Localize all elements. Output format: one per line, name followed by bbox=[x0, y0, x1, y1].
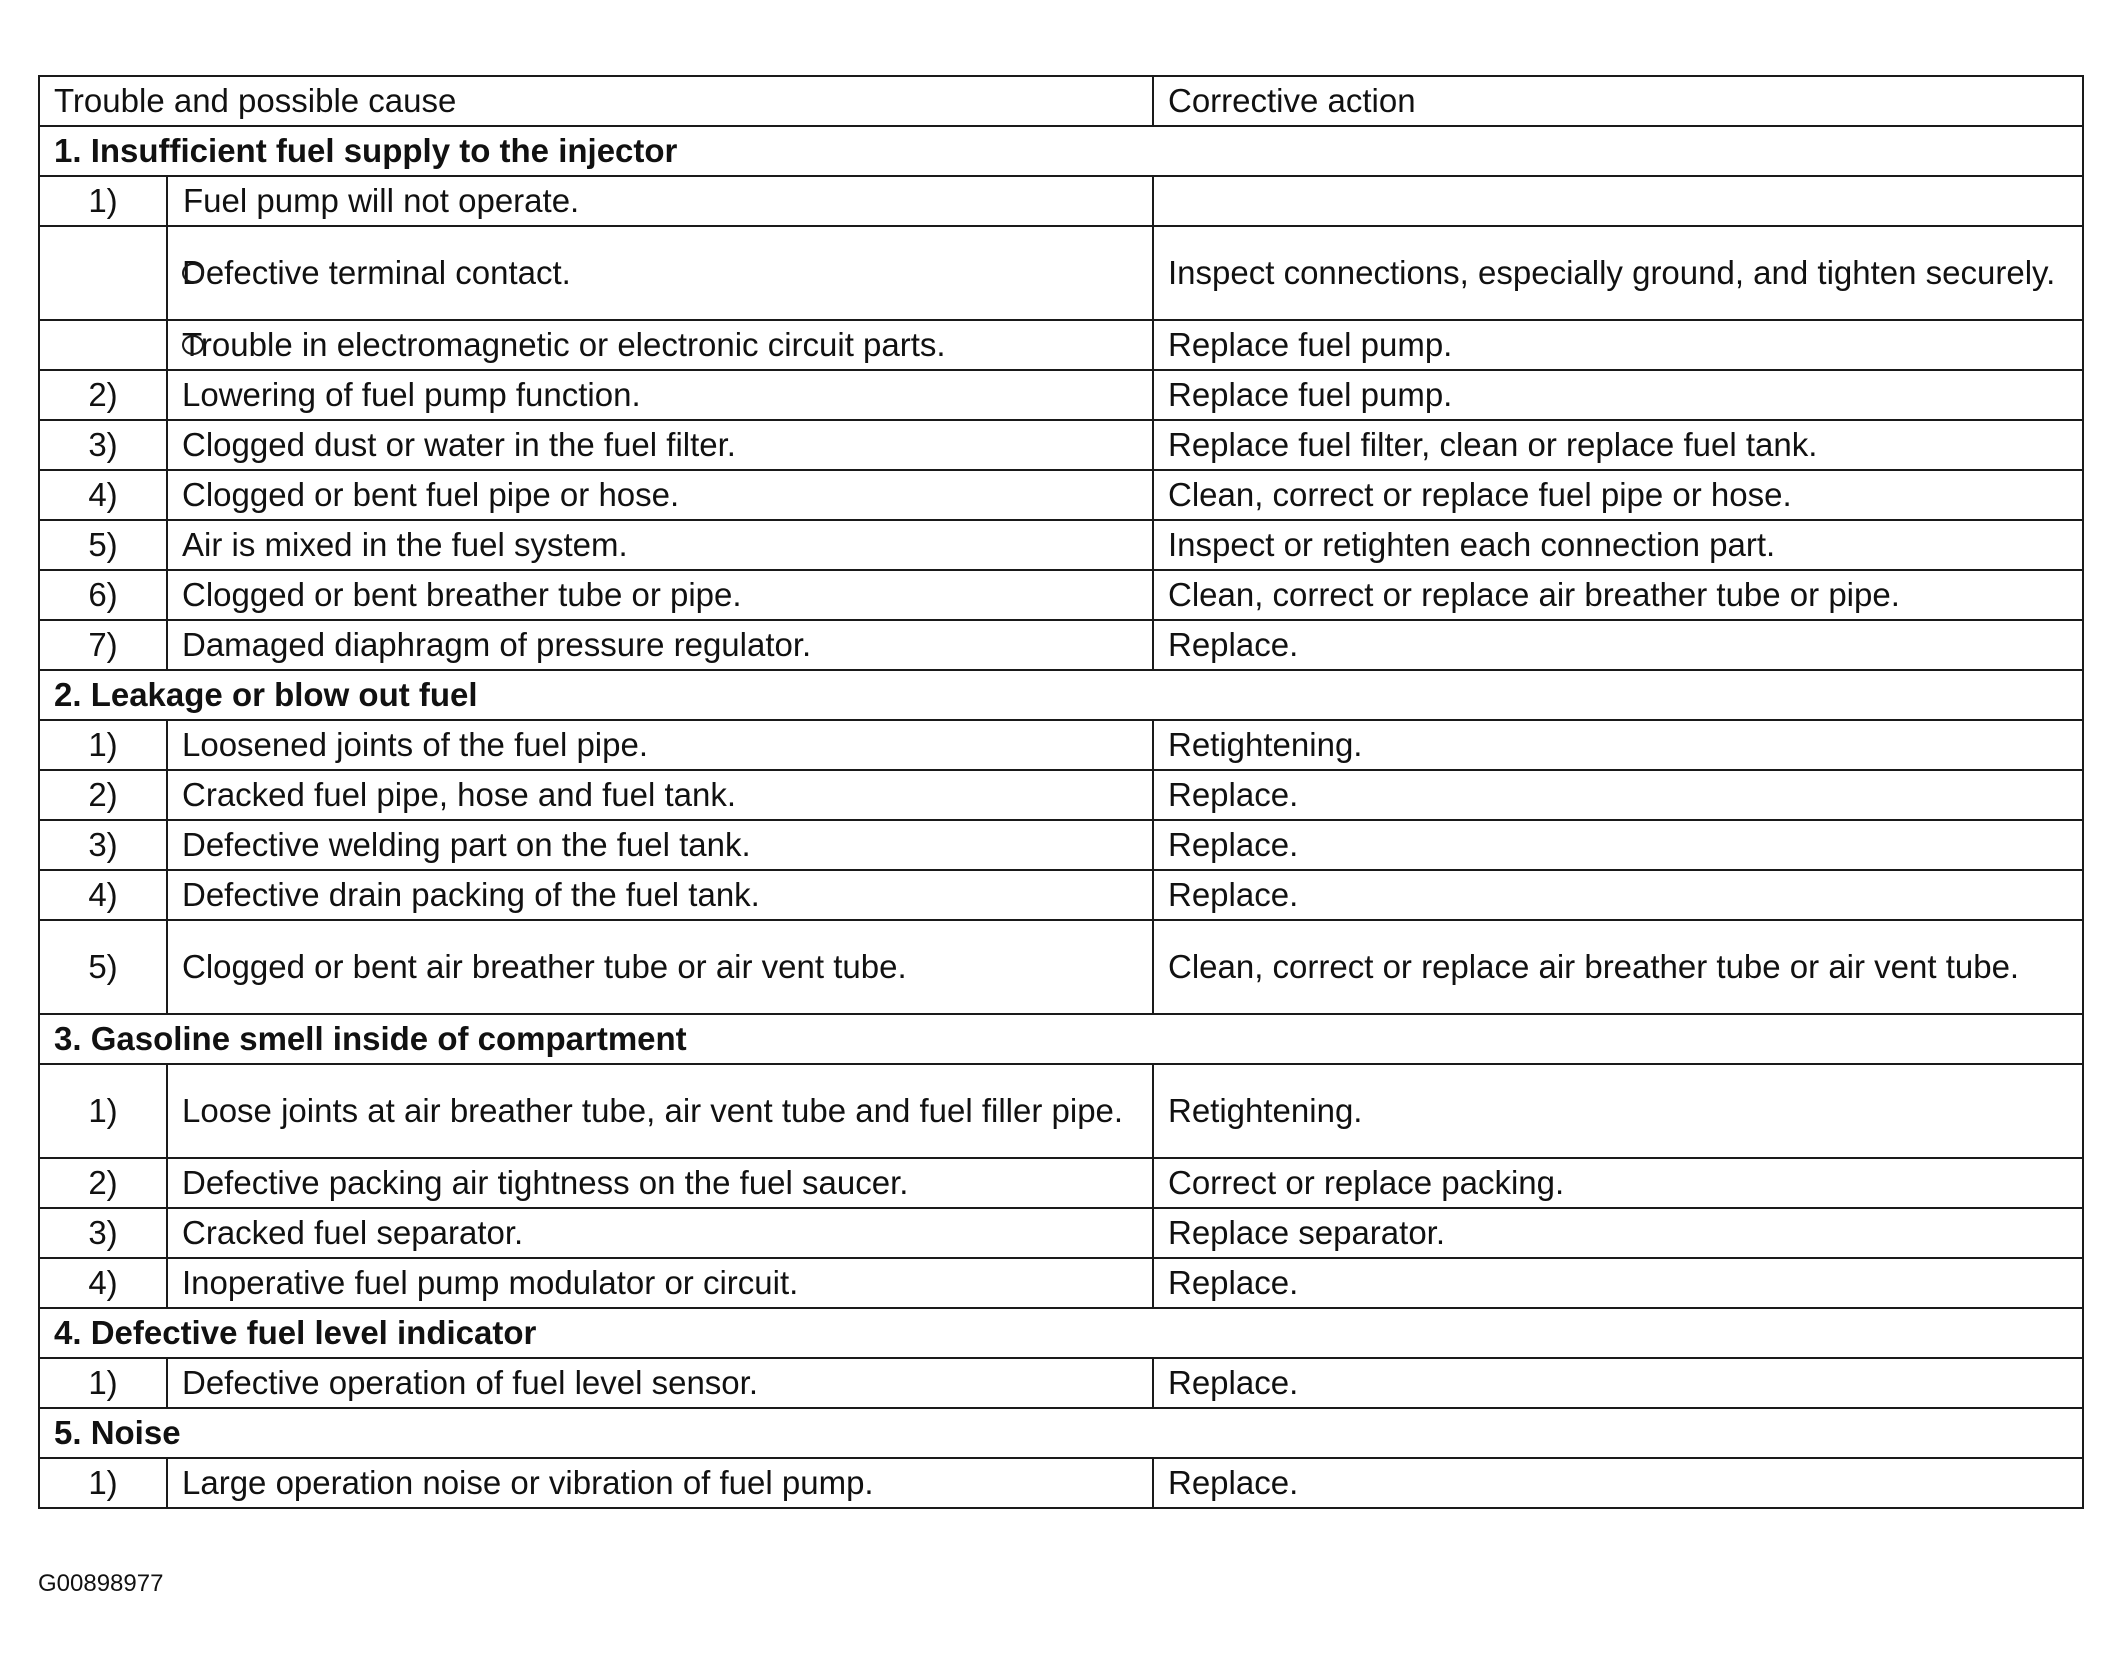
action-cell: Replace fuel filter, clean or replace fuel tank. bbox=[1153, 420, 2083, 470]
section-row bbox=[39, 1308, 2083, 1358]
action-cell: Replace. bbox=[1153, 820, 2083, 870]
table-row bbox=[39, 720, 2083, 770]
cause-cell bbox=[167, 570, 1153, 620]
cause-cell bbox=[167, 1258, 1153, 1308]
table-body bbox=[39, 76, 2083, 1508]
cause-cell bbox=[167, 720, 1153, 770]
cause-cell bbox=[167, 470, 1153, 520]
table-row bbox=[39, 1158, 2083, 1208]
cause-cell bbox=[167, 1208, 1153, 1258]
cause-cell bbox=[167, 370, 1153, 420]
table-row bbox=[39, 470, 2083, 520]
cause-cell bbox=[167, 920, 1153, 1014]
circle-bullet-icon bbox=[182, 263, 204, 283]
action-cell bbox=[1153, 176, 2083, 226]
table-row bbox=[39, 770, 2083, 820]
cause-text: Defective operation of fuel level sensor. bbox=[182, 1363, 759, 1401]
cause-cell bbox=[167, 820, 1153, 870]
section-row bbox=[39, 1014, 2083, 1064]
cause-cell bbox=[167, 870, 1153, 920]
trouble-table-container bbox=[38, 75, 2082, 1509]
cause-cell bbox=[167, 176, 1153, 226]
trouble-table bbox=[38, 75, 2084, 1509]
circle-bullet-icon bbox=[182, 335, 204, 355]
cause-cell bbox=[167, 1064, 1153, 1158]
row-number: 5) bbox=[39, 520, 167, 570]
cause-cell bbox=[167, 420, 1153, 470]
cause-cell bbox=[167, 520, 1153, 570]
section-title: 3. Gasoline smell inside of compartment bbox=[39, 1014, 2083, 1064]
cause-text: Damaged diaphragm of pressure regulator. bbox=[182, 625, 812, 663]
action-cell: Replace. bbox=[1153, 870, 2083, 920]
row-number: 2) bbox=[39, 770, 167, 820]
cause-text: Fuel pump will not operate. bbox=[183, 181, 580, 219]
cause-text: Clogged or bent breather tube or pipe. bbox=[182, 575, 742, 613]
cause-cell bbox=[167, 770, 1153, 820]
cause-text: Defective packing air tightness on the fuel saucer. bbox=[182, 1163, 909, 1201]
table-row bbox=[39, 820, 2083, 870]
cause-cell bbox=[167, 1158, 1153, 1208]
section-row bbox=[39, 670, 2083, 720]
action-cell: Clean, correct or replace fuel pipe or hose. bbox=[1153, 470, 2083, 520]
table-row bbox=[39, 1358, 2083, 1408]
row-number: 4) bbox=[39, 1258, 167, 1308]
table-row bbox=[39, 1208, 2083, 1258]
table-row bbox=[39, 1458, 2083, 1508]
cause-text: Loose joints at air breather tube, air vent tube and fuel filler pipe. bbox=[182, 1091, 1124, 1129]
header-cause: Trouble and possible cause bbox=[39, 76, 1153, 126]
action-cell: Replace fuel pump. bbox=[1153, 320, 2083, 370]
table-row bbox=[39, 1064, 2083, 1158]
action-cell: Clean, correct or replace air breather tube or pipe. bbox=[1153, 570, 2083, 620]
table-header-row bbox=[39, 76, 2083, 126]
table-row bbox=[39, 620, 2083, 670]
cause-text: Clogged or bent air breather tube or air vent tube. bbox=[182, 947, 907, 985]
table-row bbox=[39, 520, 2083, 570]
row-number: 1) bbox=[39, 1358, 167, 1408]
section-row bbox=[39, 1408, 2083, 1458]
cause-text: Inoperative fuel pump modulator or circuit. bbox=[182, 1263, 799, 1301]
row-number: 3) bbox=[39, 420, 167, 470]
cause-text: Trouble in electromagnetic or electronic circuit parts. bbox=[182, 325, 946, 363]
table-row bbox=[39, 176, 2083, 226]
cause-text: Defective terminal contact. bbox=[182, 253, 571, 291]
row-number bbox=[39, 320, 167, 370]
action-cell: Replace. bbox=[1153, 1458, 2083, 1508]
row-number: 6) bbox=[39, 570, 167, 620]
cause-cell bbox=[167, 226, 1153, 320]
table-row bbox=[39, 420, 2083, 470]
action-cell: Clean, correct or replace air breather tube or air vent tube. bbox=[1153, 920, 2083, 1014]
action-cell: Replace fuel pump. bbox=[1153, 370, 2083, 420]
cause-text: Cracked fuel separator. bbox=[182, 1213, 524, 1251]
cause-text: Cracked fuel pipe, hose and fuel tank. bbox=[182, 775, 737, 813]
table-row bbox=[39, 920, 2083, 1014]
action-cell: Inspect or retighten each connection part. bbox=[1153, 520, 2083, 570]
section-title: 4. Defective fuel level indicator bbox=[39, 1308, 2083, 1358]
row-number: 5) bbox=[39, 920, 167, 1014]
action-cell: Replace. bbox=[1153, 620, 2083, 670]
row-number: 4) bbox=[39, 470, 167, 520]
row-number: 1) bbox=[39, 1458, 167, 1508]
cause-cell bbox=[167, 320, 1153, 370]
row-number: 3) bbox=[39, 1208, 167, 1258]
action-cell: Replace. bbox=[1153, 1358, 2083, 1408]
row-number: 2) bbox=[39, 370, 167, 420]
section-title: 5. Noise bbox=[39, 1408, 2083, 1458]
cause-text: Loosened joints of the fuel pipe. bbox=[182, 725, 649, 763]
cause-text: Defective welding part on the fuel tank. bbox=[182, 825, 751, 863]
table-row bbox=[39, 370, 2083, 420]
table-row bbox=[39, 226, 2083, 320]
row-number bbox=[39, 226, 167, 320]
cause-text: Air is mixed in the fuel system. bbox=[182, 525, 628, 563]
cause-text: Large operation noise or vibration of fuel pump. bbox=[182, 1463, 874, 1501]
cause-text: Clogged dust or water in the fuel filter. bbox=[182, 425, 736, 463]
header-action: Corrective action bbox=[1153, 76, 2083, 126]
row-number: 7) bbox=[39, 620, 167, 670]
action-cell: Retightening. bbox=[1153, 720, 2083, 770]
action-cell: Replace. bbox=[1153, 1258, 2083, 1308]
action-cell: Correct or replace packing. bbox=[1153, 1158, 2083, 1208]
row-number: 3) bbox=[39, 820, 167, 870]
table-row bbox=[39, 320, 2083, 370]
action-cell: Retightening. bbox=[1153, 1064, 2083, 1158]
table-row bbox=[39, 570, 2083, 620]
cause-text: Lowering of fuel pump function. bbox=[182, 375, 641, 413]
row-number: 2) bbox=[39, 1158, 167, 1208]
action-cell: Replace. bbox=[1153, 770, 2083, 820]
section-title: 1. Insufficient fuel supply to the injector bbox=[39, 126, 2083, 176]
table-row bbox=[39, 1258, 2083, 1308]
row-number: 1) bbox=[39, 1064, 167, 1158]
row-number: 1) bbox=[39, 176, 167, 226]
action-cell: Inspect connections, especially ground, and tighten securely. bbox=[1153, 226, 2083, 320]
table-row bbox=[39, 870, 2083, 920]
figure-code: G00898977 bbox=[38, 1570, 164, 1597]
cause-cell bbox=[167, 1458, 1153, 1508]
cause-text: Clogged or bent fuel pipe or hose. bbox=[182, 475, 680, 513]
section-title: 2. Leakage or blow out fuel bbox=[39, 670, 2083, 720]
cause-text: Defective drain packing of the fuel tank. bbox=[182, 875, 760, 913]
action-cell: Replace separator. bbox=[1153, 1208, 2083, 1258]
cause-cell bbox=[167, 620, 1153, 670]
row-number: 4) bbox=[39, 870, 167, 920]
cause-cell bbox=[167, 1358, 1153, 1408]
row-number: 1) bbox=[39, 720, 167, 770]
section-row bbox=[39, 126, 2083, 176]
